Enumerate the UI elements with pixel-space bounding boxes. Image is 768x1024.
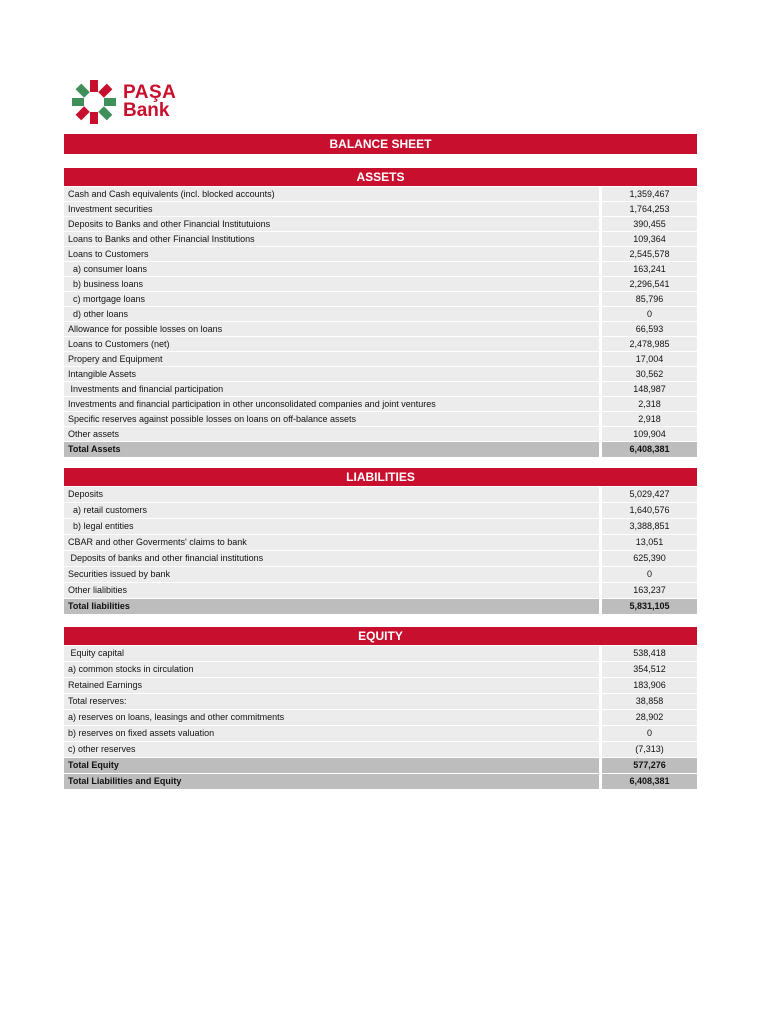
pasha-bank-logo-icon (70, 78, 118, 126)
row-value: 1,640,576 (602, 503, 697, 518)
row-label: Securities issued by bank (64, 567, 599, 582)
row-value: 577,276 (602, 758, 697, 773)
assets-rows (64, 187, 697, 441)
row-label: Retained Earnings (64, 678, 599, 693)
row-value: 2,918 (602, 412, 697, 426)
row-value: 0 (602, 726, 697, 741)
table-row (64, 742, 697, 757)
row-label: a) consumer loans (64, 262, 599, 276)
row-label: a) retail customers (64, 503, 599, 518)
table-row (64, 292, 697, 306)
row-value: 163,241 (602, 262, 697, 276)
total-assets-row (64, 442, 697, 457)
row-value: 163,237 (602, 583, 697, 598)
total-liabilities-row (64, 599, 697, 614)
table-row (64, 694, 697, 709)
table-row (64, 247, 697, 261)
row-value: 17,004 (602, 352, 697, 366)
row-label: Other assets (64, 427, 599, 441)
row-label: b) reserves on fixed assets valuation (64, 726, 599, 741)
table-row (64, 337, 697, 351)
row-label: Loans to Banks and other Financial Institutions (64, 232, 599, 246)
row-label: c) other reserves (64, 742, 599, 757)
table-row (64, 412, 697, 426)
row-value: 183,906 (602, 678, 697, 693)
row-label: b) business loans (64, 277, 599, 291)
table-row (64, 307, 697, 321)
row-value: 30,562 (602, 367, 697, 381)
row-value: 2,296,541 (602, 277, 697, 291)
row-value: 625,390 (602, 551, 697, 566)
bank-logo (70, 78, 176, 126)
row-label: b) legal entities (64, 519, 599, 534)
row-value: 109,364 (602, 232, 697, 246)
row-value: 148,987 (602, 382, 697, 396)
assets-heading: ASSETS (64, 168, 697, 186)
page-title: BALANCE SHEET (64, 134, 697, 154)
row-label: Other lialibities (64, 583, 599, 598)
row-value: 0 (602, 307, 697, 321)
table-row (64, 726, 697, 741)
table-row (64, 662, 697, 677)
row-label: a) common stocks in circulation (64, 662, 599, 677)
logo-wordmark (123, 84, 176, 120)
table-row (64, 202, 697, 216)
table-row (64, 567, 697, 582)
equity-heading: EQUITY (64, 627, 697, 645)
row-label: Cash and Cash equivalents (incl. blocked accounts) (64, 187, 599, 201)
row-value: 538,418 (602, 646, 697, 661)
row-value: 66,593 (602, 322, 697, 336)
table-row (64, 583, 697, 598)
table-row (64, 217, 697, 231)
row-value: 2,478,985 (602, 337, 697, 351)
row-value: 1,359,467 (602, 187, 697, 201)
table-row (64, 487, 697, 502)
table-row (64, 427, 697, 441)
row-label: Total Liabilities and Equity (64, 774, 599, 789)
row-label: Total Equity (64, 758, 599, 773)
logo-line-1: PAŞA (123, 82, 177, 103)
table-row (64, 397, 697, 411)
row-label: Deposits to Banks and other Financial Institutuions (64, 217, 599, 231)
table-row (64, 678, 697, 693)
total-liabilities-and-equity-row (64, 774, 697, 789)
table-row (64, 322, 697, 336)
row-label: Deposits of banks and other financial institutions (64, 551, 599, 566)
liabilities-rows (64, 487, 697, 598)
row-label: Loans to Customers (64, 247, 599, 261)
row-value: 85,796 (602, 292, 697, 306)
row-value: 1,764,253 (602, 202, 697, 216)
row-value: 2,318 (602, 397, 697, 411)
row-value: 390,455 (602, 217, 697, 231)
table-row (64, 710, 697, 725)
row-value: 5,029,427 (602, 487, 697, 502)
row-label: Equity capital (64, 646, 599, 661)
row-value: 6,408,381 (602, 442, 697, 457)
table-row (64, 277, 697, 291)
row-value: 13,051 (602, 535, 697, 550)
row-label: d) other loans (64, 307, 599, 321)
table-row (64, 352, 697, 366)
table-row (64, 503, 697, 518)
table-row (64, 187, 697, 201)
table-row (64, 232, 697, 246)
row-value: 109,904 (602, 427, 697, 441)
row-label: Deposits (64, 487, 599, 502)
assets-section (64, 168, 697, 458)
row-label: Total reserves: (64, 694, 599, 709)
row-value: 5,831,105 (602, 599, 697, 614)
logo-line-2: Bank (123, 100, 170, 121)
table-row (64, 646, 697, 661)
liabilities-section (64, 468, 697, 615)
row-label: Investment securities (64, 202, 599, 216)
equity-rows (64, 646, 697, 757)
row-value: 3,388,851 (602, 519, 697, 534)
table-row (64, 262, 697, 276)
row-label: CBAR and other Goverments' claims to bank (64, 535, 599, 550)
row-label: Investments and financial participation (64, 382, 599, 396)
table-row (64, 551, 697, 566)
row-label: Total liabilities (64, 599, 599, 614)
table-row (64, 367, 697, 381)
row-label: Loans to Customers (net) (64, 337, 599, 351)
row-label: Allowance for possible losses on loans (64, 322, 599, 336)
row-label: Total Assets (64, 442, 599, 457)
row-value: (7,313) (602, 742, 697, 757)
row-value: 6,408,381 (602, 774, 697, 789)
row-value: 2,545,578 (602, 247, 697, 261)
equity-section (64, 627, 697, 790)
row-label: Investments and financial participation in other unconsolidated companies and joint ventures (64, 397, 599, 411)
row-label: Specific reserves against possible losses on loans on off-balance assets (64, 412, 599, 426)
row-value: 38,858 (602, 694, 697, 709)
row-label: a) reserves on loans, leasings and other commitments (64, 710, 599, 725)
total-equity-row (64, 758, 697, 773)
table-row (64, 535, 697, 550)
table-row (64, 382, 697, 396)
row-label: Propery and Equipment (64, 352, 599, 366)
liabilities-heading: LIABILITIES (64, 468, 697, 486)
row-label: Intangible Assets (64, 367, 599, 381)
row-label: c) mortgage loans (64, 292, 599, 306)
row-value: 28,902 (602, 710, 697, 725)
row-value: 354,512 (602, 662, 697, 677)
table-row (64, 519, 697, 534)
row-value: 0 (602, 567, 697, 582)
